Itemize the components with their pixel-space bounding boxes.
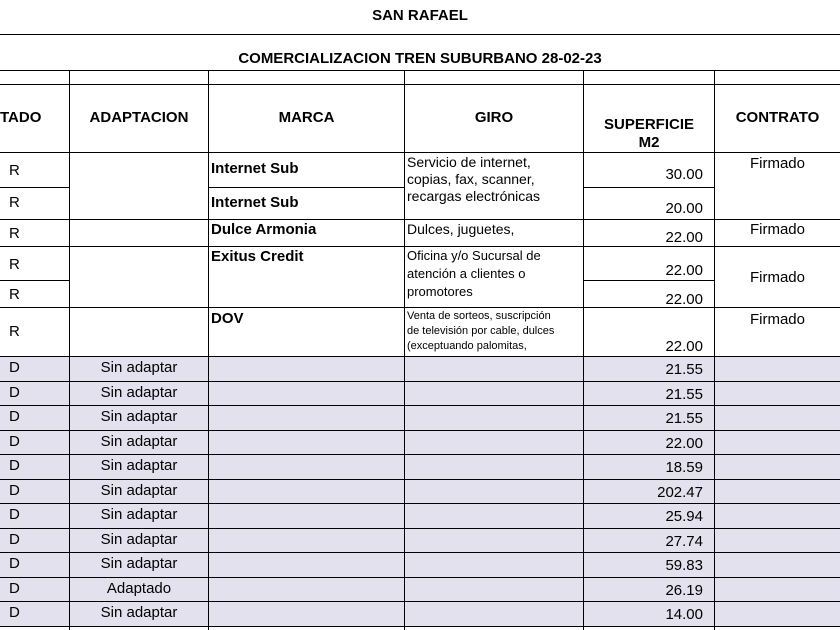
estado-cell: D <box>9 506 20 523</box>
page-title: SAN RAFAEL <box>372 7 468 24</box>
title-rule <box>0 34 840 35</box>
adaptacion-cell: Sin adaptar <box>100 383 178 401</box>
adaptacion-cell: Sin adaptar <box>100 506 178 523</box>
estado-cell: D <box>9 579 20 597</box>
superficie-cell: 22.00 <box>665 434 703 452</box>
estado-cell: D <box>9 530 20 548</box>
row-line <box>0 577 840 578</box>
giro-line: Oficina y/o Sucursal de <box>407 248 541 263</box>
contrato-cell: Firmado <box>749 221 805 238</box>
estado-cell: R <box>9 225 20 242</box>
giro-line: atención a clientes o <box>407 266 526 281</box>
row-line <box>208 187 404 188</box>
row-line <box>0 307 840 308</box>
contrato-cell: Firmado <box>749 311 805 328</box>
row-line <box>583 280 714 281</box>
row-line <box>0 219 840 220</box>
superficie-cell: 30.00 <box>665 166 703 183</box>
superficie-cell: 25.94 <box>665 508 703 525</box>
giro-line: (exceptuando palomitas, <box>407 340 527 352</box>
giro-line: copias, fax, scanner, <box>407 171 535 187</box>
superficie-cell: 22.00 <box>665 262 703 279</box>
col-line-5 <box>714 70 715 630</box>
marca-cell: DOV <box>211 310 244 327</box>
col-header-m2: M2 <box>638 134 660 151</box>
giro-line: Servicio de internet, <box>407 154 531 170</box>
superficie-cell: 202.47 <box>657 483 703 501</box>
col-line-3 <box>404 70 405 630</box>
giro-cell <box>407 247 541 301</box>
superficie-cell: 27.74 <box>665 532 703 550</box>
superficie-cell: 14.00 <box>665 606 703 623</box>
col-header-estado: TADO <box>0 109 42 126</box>
giro-cell <box>407 309 554 354</box>
superficie-cell: 21.55 <box>665 410 703 427</box>
giro-line: Dulces, juguetes, <box>407 221 515 237</box>
estado-cell: D <box>9 408 20 425</box>
page-subtitle: COMERCIALIZACION TREN SUBURBANO 28-02-23 <box>238 50 602 67</box>
row-line <box>0 430 840 431</box>
superficie-cell: 22.00 <box>665 338 703 355</box>
superficie-cell: 26.19 <box>665 581 703 599</box>
estado-cell: D <box>9 383 20 401</box>
adaptacion-cell: Sin adaptar <box>100 457 178 474</box>
superficie-cell: 20.00 <box>665 200 703 217</box>
superficie-cell: 59.83 <box>665 557 703 574</box>
superficie-cell: 21.55 <box>665 361 703 378</box>
row-line <box>0 601 840 602</box>
superficie-cell: 22.00 <box>665 229 703 246</box>
giro-line: de televisión por cable, dulces <box>407 325 555 337</box>
estado-cell: R <box>9 286 20 303</box>
contrato-cell: Firmado <box>749 155 805 172</box>
estado-cell: R <box>9 194 20 211</box>
estado-cell: D <box>9 555 20 572</box>
col-header-contrato: CONTRATO <box>735 109 820 126</box>
contrato-cell: Firmado <box>749 269 805 286</box>
superficie-cell: 22.00 <box>665 291 703 308</box>
giro-cell <box>407 154 582 216</box>
row-line <box>0 503 840 504</box>
superficie-cell: 18.59 <box>665 459 703 476</box>
row-line <box>0 552 840 553</box>
estado-cell: D <box>9 457 20 474</box>
estado-cell: R <box>9 323 20 340</box>
estado-cell: R <box>9 256 20 273</box>
row-line <box>0 356 840 357</box>
marca-cell: Internet Sub <box>211 194 299 211</box>
row-line <box>0 381 840 382</box>
adaptacion-cell: Sin adaptar <box>100 604 178 621</box>
giro-line: Venta de sorteos, suscripción <box>407 310 551 322</box>
estado-cell: D <box>9 604 20 621</box>
estado-cell: R <box>9 162 20 179</box>
row-line <box>0 187 69 188</box>
row-line <box>0 479 840 480</box>
row-line <box>0 405 840 406</box>
giro-cell <box>407 221 582 245</box>
marca-cell: Exitus Credit <box>211 248 304 265</box>
col-header-superficie: SUPERFICIE <box>603 116 694 133</box>
estado-cell: D <box>9 432 20 450</box>
estado-cell: D <box>9 359 20 376</box>
giro-line: recargas electrónicas <box>407 188 541 204</box>
adaptacion-cell: Sin adaptar <box>100 359 178 376</box>
col-header-giro: GIRO <box>474 109 514 126</box>
adaptacion-cell: Sin adaptar <box>100 530 178 548</box>
superficie-cell: 21.55 <box>665 385 703 403</box>
adaptacion-cell: Sin adaptar <box>100 555 178 572</box>
estado-cell: D <box>9 481 20 499</box>
col-line-2 <box>208 70 209 630</box>
row-line <box>0 528 840 529</box>
col-header-adaptacion: ADAPTACION <box>89 109 189 126</box>
header-bottom-rule <box>0 152 840 153</box>
row-line <box>0 280 69 281</box>
row-line <box>0 454 840 455</box>
row-line <box>583 187 714 188</box>
giro-line: promotores <box>407 284 473 299</box>
adaptacion-cell: Sin adaptar <box>100 408 178 425</box>
marca-cell: Internet Sub <box>211 160 299 177</box>
bottom-rule <box>0 626 840 627</box>
marca-cell: Dulce Armonia <box>211 221 317 238</box>
adaptacion-cell: Sin adaptar <box>100 481 178 499</box>
col-header-marca: MARCA <box>278 109 335 126</box>
adaptacion-cell: Adaptado <box>106 579 172 597</box>
adaptacion-cell: Sin adaptar <box>100 432 178 450</box>
